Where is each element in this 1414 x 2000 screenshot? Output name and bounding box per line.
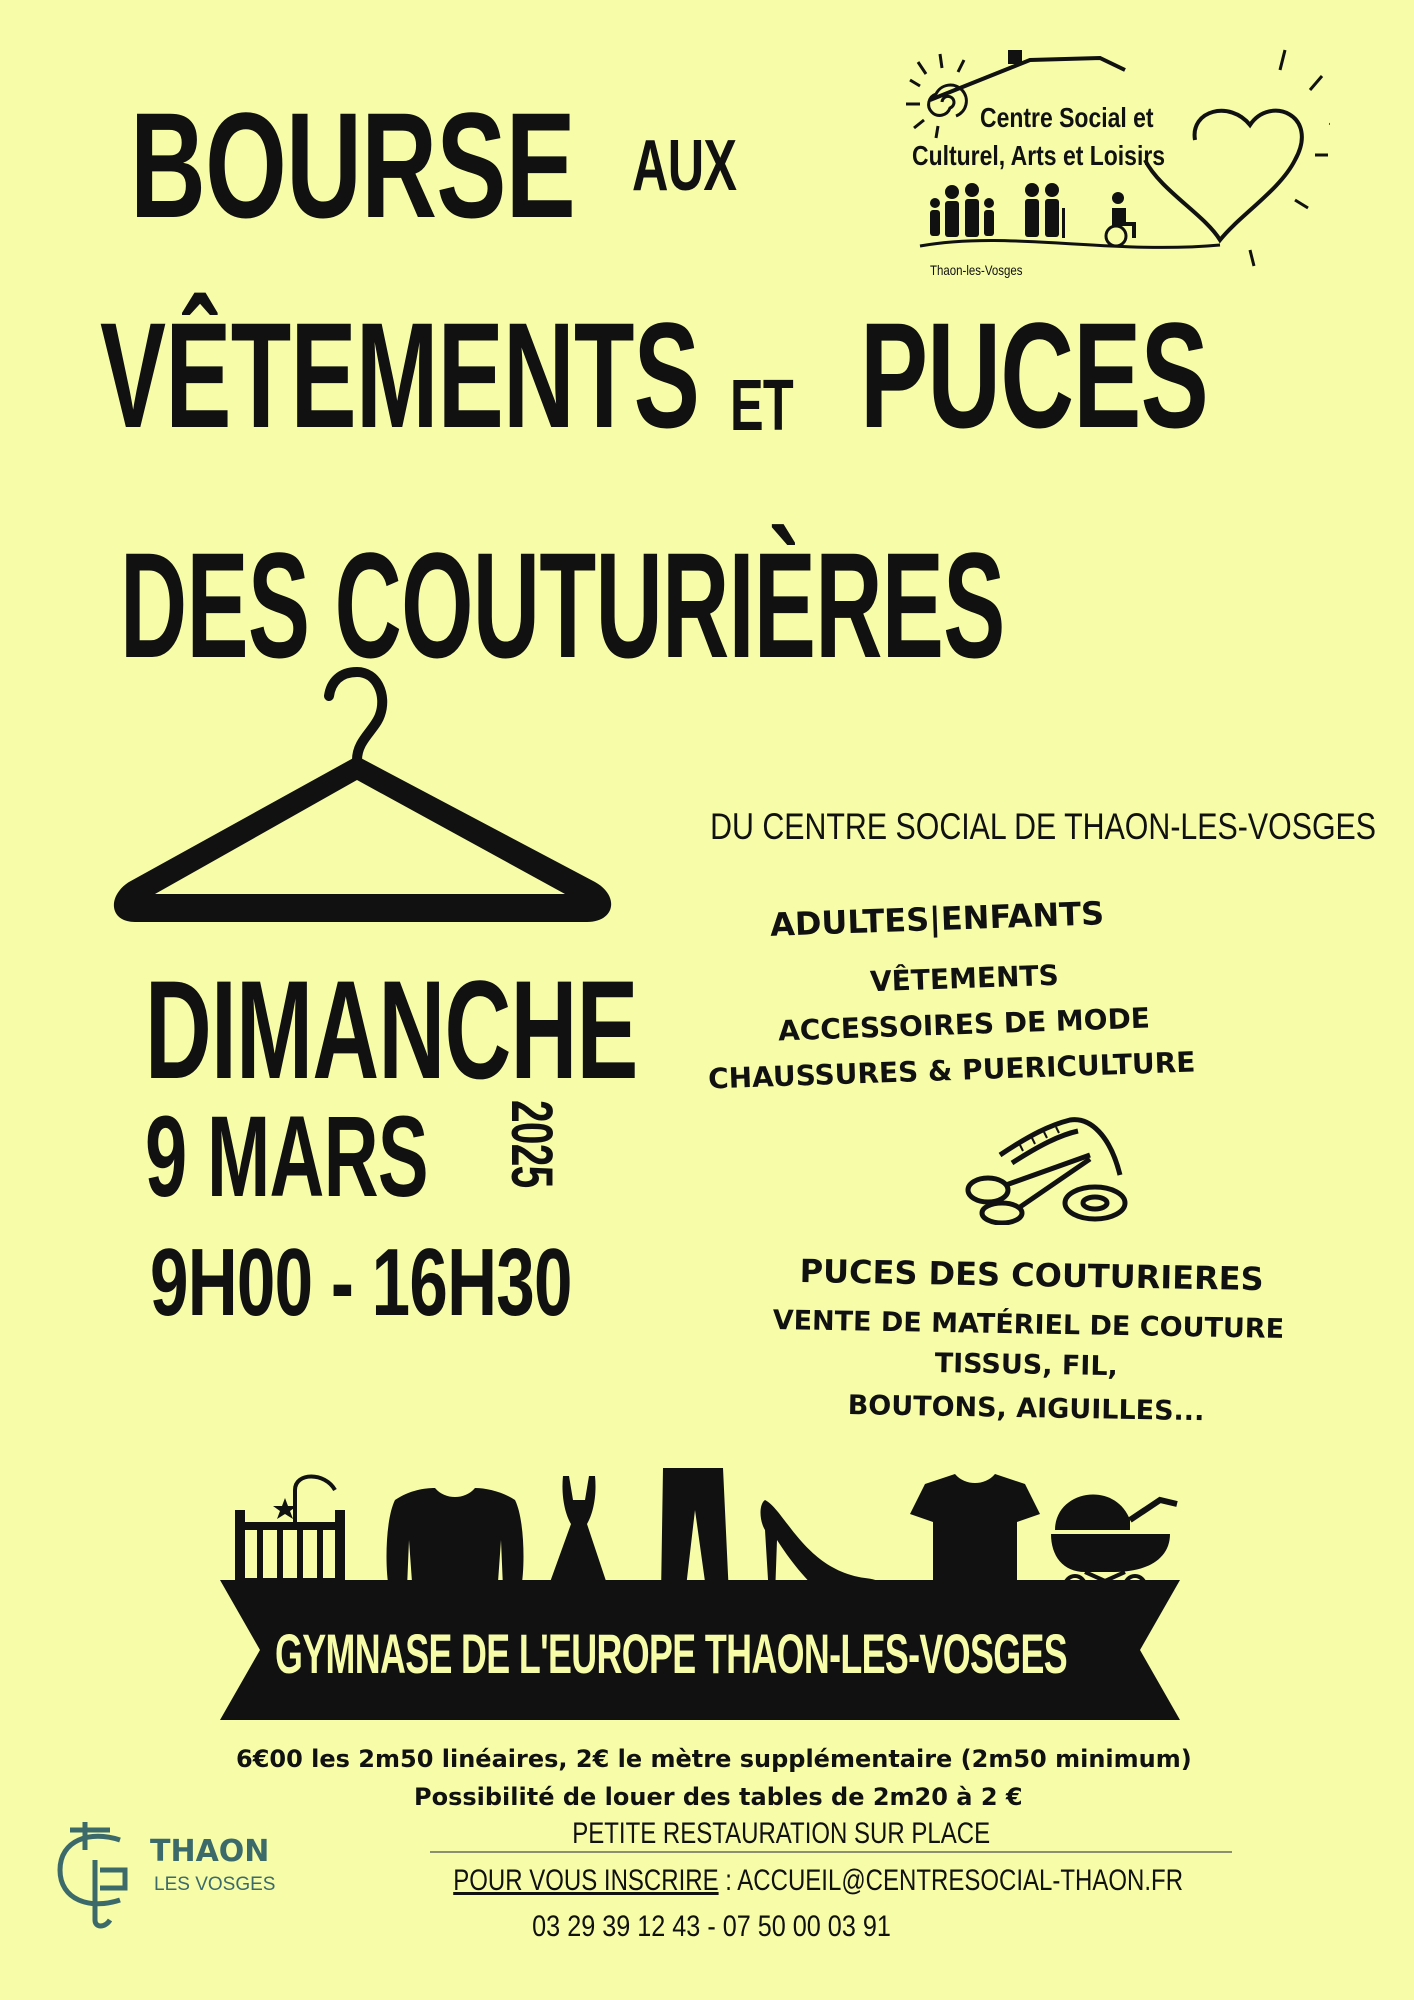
title-aux: AUX xyxy=(632,126,737,206)
signup-label: POUR VOUS INSCRIRE xyxy=(453,1864,719,1897)
puces-title: PUCES DES COUTURIERES xyxy=(799,1252,1264,1299)
centre-social-logo xyxy=(890,40,1330,290)
logo-town: Thaon-les-Vosges xyxy=(930,262,1023,278)
category-item: ACCESSOIRES DE MODE xyxy=(777,1001,1151,1048)
contact-phones[interactable]: 03 29 39 12 43 - 07 50 00 03 91 xyxy=(532,1910,891,1943)
table-rental-info: Possibilité de louer des tables de 2m20 à 2 € xyxy=(414,1783,1023,1811)
footer-divider xyxy=(430,1851,1232,1853)
categories-title: ADULTES|ENFANTS xyxy=(769,894,1105,944)
organizer: DU CENTRE SOCIAL DE THAON-LES-VOSGES xyxy=(710,806,1377,847)
trousers-icon xyxy=(661,1468,729,1596)
item-icons-row xyxy=(225,1460,1185,1600)
logo-line1: Centre Social et xyxy=(980,102,1154,133)
tshirt-icon xyxy=(910,1474,1040,1596)
scissors-tape-icon xyxy=(960,1115,1140,1225)
food-info: PETITE RESTAURATION SUR PLACE xyxy=(572,1817,991,1850)
title-couturieres: DES COUTURIÈRES xyxy=(120,521,1005,689)
signup-line xyxy=(453,1864,1183,1898)
thaon-name: THAON xyxy=(150,1834,270,1869)
dress-icon xyxy=(545,1476,611,1596)
event-date: 9 MARS xyxy=(145,1093,428,1221)
price-info: 6€00 les 2m50 linéaires, 2€ le mètre supplémentaire (2m50 minimum) xyxy=(236,1745,1192,1773)
title-et: ET xyxy=(730,366,794,446)
title-vetements: VÊTEMENTS xyxy=(100,291,700,459)
contact-email[interactable]: ACCUEIL@CENTRESOCIAL-THAON.FR xyxy=(737,1864,1184,1897)
thaon-logo xyxy=(50,1810,290,1930)
event-year: 2025 xyxy=(499,1100,564,1188)
thaon-emblem-icon xyxy=(50,1810,150,1930)
signup-separator: : xyxy=(718,1864,738,1897)
category-item: CHAUSSURES & PUERICULTURE xyxy=(707,1045,1196,1096)
puces-item: BOUTONS, AIGUILLES... xyxy=(847,1390,1205,1428)
category-item: VÊTEMENTS xyxy=(869,958,1060,999)
title-line1: BOURSE xyxy=(130,81,576,249)
event-hours: 9H00 - 16H30 xyxy=(150,1229,572,1336)
logo-line2: Culturel, Arts et Loisirs xyxy=(912,140,1166,171)
puces-item: TISSUS, FIL, xyxy=(934,1348,1119,1383)
puces-item: VENTE DE MATÉRIEL DE COUTURE xyxy=(772,1305,1285,1345)
venue: GYMNASE DE L'EUROPE THAON-LES-VOSGES xyxy=(275,1622,1067,1685)
hanger-icon xyxy=(95,660,635,940)
thaon-sub: LES VOSGES xyxy=(154,1874,276,1895)
event-day: DIMANCHE xyxy=(145,951,638,1108)
title-puces: PUCES xyxy=(860,291,1209,459)
